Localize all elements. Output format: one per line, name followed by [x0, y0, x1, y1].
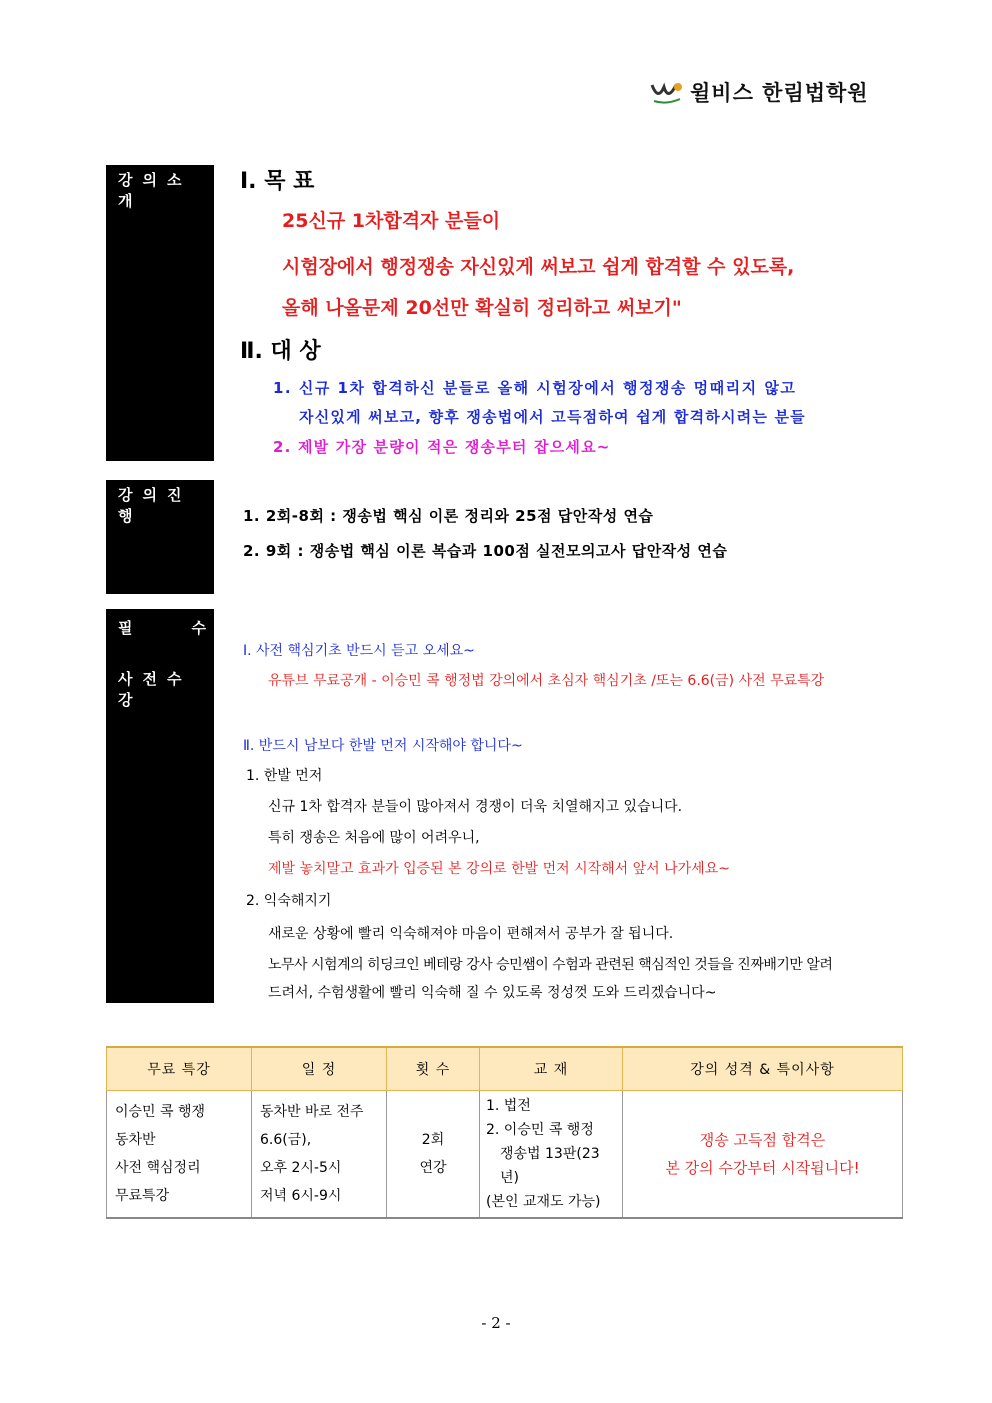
cell-line: 쟁송법 13판(23 [500, 1146, 600, 1162]
cell-line: 년) [500, 1170, 519, 1186]
target-item-1-line-2: 자신있게 써보고, 향후 쟁송법에서 고득점하여 쉽게 합격하시려는 분들 [299, 408, 806, 426]
prereq-part1-heading: Ⅰ. 사전 핵심기초 반드시 듣고 오세요~ [243, 643, 475, 659]
goal-line-2: 시험장에서 행정쟁송 자신있게 써보고 쉽게 합격할 수 있도록, [282, 256, 795, 278]
table-header-cell: 횟 수 [387, 1047, 480, 1091]
brand-logo [650, 78, 869, 106]
cell-line: 연강 [419, 1160, 447, 1176]
table-cell-notes [623, 1091, 903, 1219]
side-label-progress-text: 강의진행 [118, 486, 192, 525]
cell-line: 동차반 [115, 1132, 156, 1148]
prereq-part2-heading: Ⅱ. 반드시 남보다 한발 먼저 시작해야 합니다~ [243, 738, 523, 754]
table-header-cell: 무료 특강 [107, 1047, 252, 1091]
prereq-sub1-line-1: 신규 1차 합격자 분들이 많아져서 경쟁이 더욱 치열해지고 있습니다. [268, 799, 683, 815]
cell-line: 본 강의 수강부터 시작됩니다! [665, 1159, 860, 1177]
table-header-cell: 일 정 [252, 1047, 387, 1091]
logo-text: 윌비스 한림법학원 [690, 81, 869, 105]
side-label-required-char-1: 필 [118, 619, 133, 637]
target-item-1-line-1: 1. 신규 1차 합격하신 분들로 올해 시험장에서 행정쟁송 멍때리지 않고 [273, 379, 797, 397]
cell-line: 2회 [421, 1132, 445, 1148]
cell-line: 오후 2시-5시 [260, 1160, 342, 1176]
cell-line: 무료특강 [115, 1188, 170, 1204]
goal-line-1: 25신규 1차합격자 분들이 [282, 210, 501, 232]
table-header-cell: 강의 성격 & 특이사항 [623, 1047, 903, 1091]
prereq-sub1-heading: 1. 한발 먼저 [246, 768, 323, 784]
page-number: - 2 - [481, 1314, 511, 1332]
logo-mark-icon [650, 79, 684, 105]
table-cell-textbook [480, 1091, 623, 1219]
table-row [107, 1091, 903, 1219]
table-cell-schedule [252, 1091, 387, 1219]
target-heading: Ⅱ. 대 상 [240, 339, 321, 364]
table-cell-count [387, 1091, 480, 1219]
prereq-sub2-line-2: 노무사 시험계의 히딩크인 베테랑 강사 승민쌤이 수험과 관련된 핵심적인 것들을 진짜배기만 알려 [268, 957, 833, 973]
side-label-intro-text: 강의소개 [118, 171, 192, 210]
table-header-row [107, 1047, 903, 1091]
cell-line: 1. 법전 [486, 1098, 531, 1114]
goal-line-3: 올해 나올문제 20선만 확실히 정리하고 써보기" [282, 297, 682, 319]
progress-item-1: 1. 2회-8회 : 쟁송법 핵심 이론 정리와 25점 답안작성 연습 [243, 507, 654, 525]
table-cell-lecture [107, 1091, 252, 1219]
cell-line: 2. 이승민 콕 행정 [486, 1122, 594, 1138]
cell-line: 이승민 콕 행쟁 [115, 1104, 206, 1120]
prereq-sub1-red: 제발 놓치말고 효과가 입증된 본 강의로 한발 먼저 시작해서 앞서 나가세요~ [268, 861, 730, 877]
lecture-info-table [106, 1046, 903, 1219]
cell-line: 저녁 6시-9시 [260, 1188, 342, 1204]
prereq-sub2-heading: 2. 익숙해지기 [246, 893, 332, 909]
prereq-part1-body: 유튜브 무료공개 - 이승민 콕 행정법 강의에서 초심자 핵심기초 /또는 6.6(금) 사전 무료특강 [268, 673, 825, 689]
prereq-sub2-line-3: 드려서, 수험생활에 빨리 익숙해 질 수 있도록 정성껏 도와 드리겠습니다~ [268, 985, 717, 1001]
target-item-2: 2. 제발 가장 분량이 적은 쟁송부터 잡으세요~ [273, 438, 611, 456]
side-label-prereq-text: 사전수강 [118, 670, 192, 709]
cell-line: 사전 핵심정리 [115, 1160, 201, 1176]
side-label-intro [106, 165, 214, 461]
cell-line: (본인 교재도 가능) [486, 1194, 601, 1210]
table-header-cell: 교 재 [480, 1047, 623, 1091]
progress-item-2: 2. 9회 : 쟁송법 핵심 이론 복습과 100점 실전모의고사 답안작성 연습 [243, 542, 728, 560]
cell-line: 동차반 바로 전주 [260, 1104, 364, 1120]
side-label-required-char-2: 수 [191, 619, 206, 637]
cell-line: 6.6(금), [260, 1132, 312, 1148]
cell-line: 쟁송 고득점 합격은 [699, 1131, 826, 1149]
prereq-sub2-line-1: 새로운 상황에 빨리 익숙해져야 마음이 편해져서 공부가 잘 됩니다. [268, 926, 674, 942]
prereq-sub1-line-2: 특히 쟁송은 처음에 많이 어려우니, [268, 830, 480, 846]
side-label-progress [106, 480, 214, 594]
side-label-prereq [106, 609, 214, 1003]
side-label-required [106, 609, 206, 638]
goal-heading: Ⅰ. 목 표 [240, 169, 315, 194]
